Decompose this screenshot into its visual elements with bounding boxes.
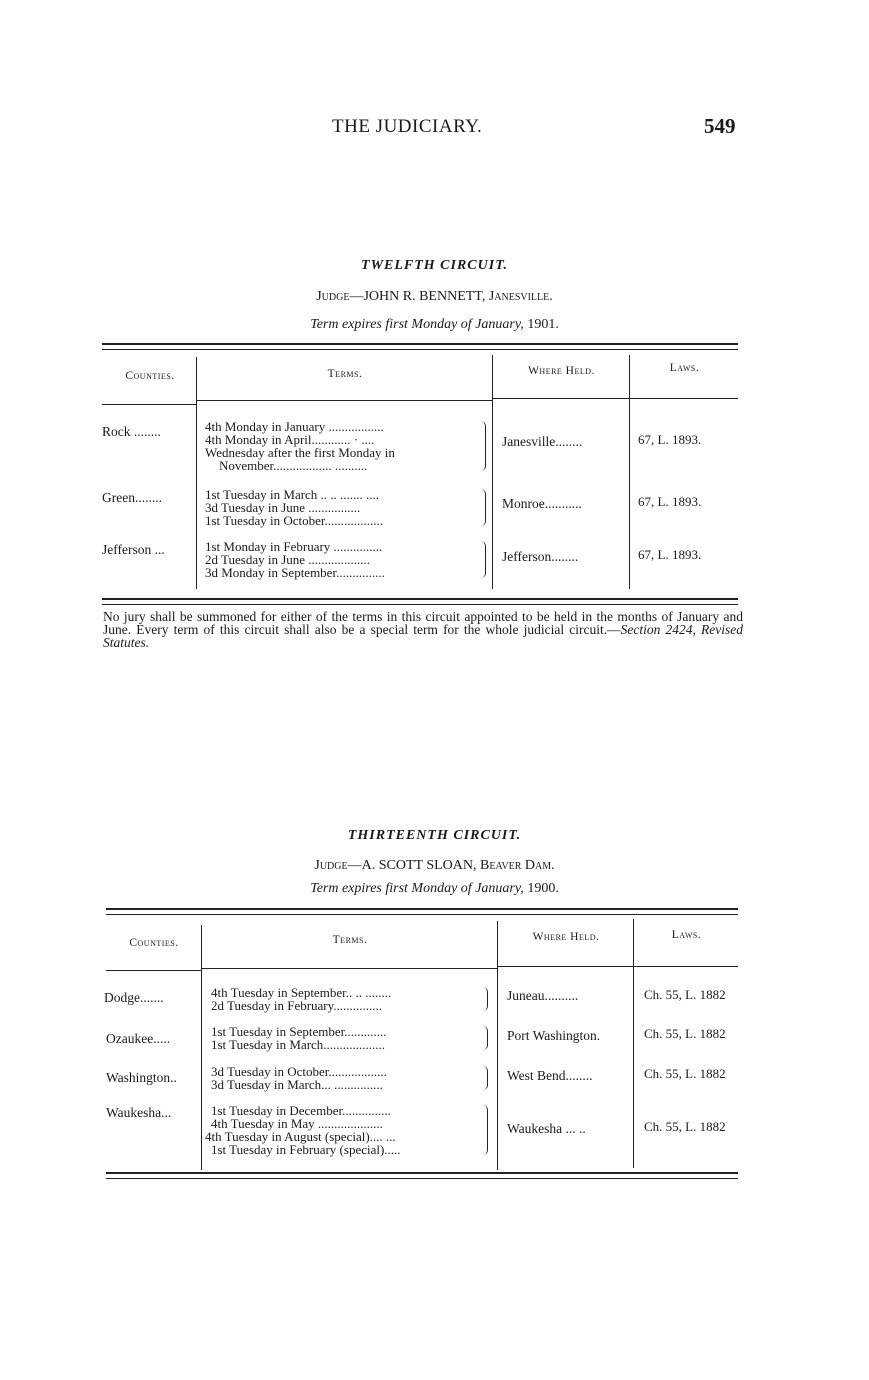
judge-prefix: Judge— (314, 858, 362, 873)
term-line: 4th Monday in January ................. (205, 419, 384, 434)
term-line: 4th Tuesday in September.. .. ........ (211, 985, 392, 1000)
column-header-counties: Counties. (129, 937, 179, 949)
header-rule (106, 970, 201, 971)
header-rule (196, 400, 492, 401)
term-line: 4th Monday in April............ · .... (205, 432, 375, 447)
column-header-terms: Terms. (332, 934, 368, 946)
brace (482, 1105, 488, 1155)
term-line: 1st Tuesday in October.................. (205, 513, 384, 528)
brace (480, 421, 486, 471)
term-line: 1st Tuesday in March .. .. ....... .... (205, 487, 380, 502)
judge-line-twelfth (0, 289, 869, 305)
column-header-where-held: Where Held. (528, 365, 595, 377)
term-line: 1st Tuesday in March................... (211, 1037, 386, 1052)
circuit-title-thirteenth: THIRTEENTH CIRCUIT. (347, 828, 522, 843)
note-citation: Section 2424, Revised Statutes. (103, 622, 744, 650)
where-held-cell: Jefferson........ (502, 549, 579, 564)
judge-line-thirteenth (0, 858, 869, 874)
term-line: 4th Tuesday in August (special).... ... (205, 1129, 396, 1144)
term-line: 4th Tuesday in May .................... (211, 1116, 383, 1131)
page-header (0, 116, 869, 146)
column-divider (196, 357, 197, 589)
county-cell: Jefferson ... (102, 542, 165, 557)
laws-cell: Ch. 55, L. 1882 (644, 987, 726, 1002)
column-header-where-held: Where Held. (532, 931, 600, 943)
laws-cell: 67, L. 1893. (638, 494, 702, 509)
where-held-cell: Port Washington. (507, 1028, 601, 1043)
judge-city: Janesville. (488, 289, 553, 304)
circuit-note (103, 610, 743, 649)
term-line: 3d Tuesday in March... ............... (211, 1077, 383, 1092)
page-number: 549 (704, 114, 736, 138)
county-cell: Washington.. (106, 1070, 177, 1085)
column-header-laws: Laws. (669, 362, 700, 374)
table-top-rule (102, 343, 738, 350)
table-bottom-rule (106, 1172, 738, 1179)
term-line: 3d Monday in September............... (205, 565, 385, 580)
brace (480, 541, 486, 578)
where-held-cell: Janesville........ (502, 434, 583, 449)
column-divider (492, 355, 493, 589)
where-held-cell: Juneau.......... (507, 988, 579, 1003)
laws-cell: Ch. 55, L. 1882 (644, 1119, 726, 1134)
column-divider (201, 925, 202, 1170)
term-expires-year: 1900. (527, 881, 559, 896)
term-line: 1st Tuesday in February (special)..... (211, 1142, 401, 1157)
brace (482, 987, 488, 1011)
where-held-cell: West Bend........ (507, 1068, 593, 1083)
column-divider (497, 921, 498, 1170)
note-text: No jury shall be summoned for either of the terms in this circuit appointed to be held in the months of January and June. Every term of this circuit shall also be a special term for the whole judicial circuit.— (103, 609, 743, 637)
where-held-cell: Monroe........... (502, 496, 582, 511)
term-expires-text: Term expires first Monday of January, (310, 317, 524, 332)
table-bottom-rule (102, 598, 738, 605)
county-cell: Waukesha... (106, 1105, 172, 1120)
column-divider (629, 355, 630, 589)
county-cell: Rock ........ (102, 424, 161, 439)
term-line: Wednesday after the first Monday in (205, 445, 395, 460)
term-line: 1st Tuesday in September............. (211, 1024, 387, 1039)
county-cell: Ozaukee..... (106, 1031, 171, 1046)
column-header-counties: Counties. (125, 370, 175, 382)
term-expires-thirteenth (0, 881, 869, 897)
header-rule (492, 398, 738, 399)
term-line: 3d Tuesday in June ................ (205, 500, 361, 515)
term-expires-year: 1901. (527, 317, 559, 332)
term-line: November.................. .......... (219, 458, 368, 473)
term-line: 1st Tuesday in December............... (211, 1103, 391, 1118)
laws-cell: 67, L. 1893. (638, 432, 702, 447)
brace (482, 1066, 488, 1090)
column-header-terms: Terms. (327, 368, 363, 380)
judge-name: JOHN R. BENNETT, (363, 289, 486, 304)
brace (482, 1026, 488, 1050)
term-line: 2d Tuesday in June ................... (205, 552, 371, 567)
header-rule (102, 404, 196, 405)
laws-cell: Ch. 55, L. 1882 (644, 1026, 726, 1041)
county-cell: Dodge....... (104, 990, 164, 1005)
header-rule (201, 968, 497, 969)
column-header-laws: Laws. (671, 929, 702, 941)
running-title: THE JUDICIARY. (332, 116, 483, 137)
circuit-title-twelfth: TWELFTH CIRCUIT. (361, 258, 508, 273)
term-line: 3d Tuesday in October.................. (211, 1064, 387, 1079)
term-line: 1st Monday in February ............... (205, 539, 383, 554)
table-top-rule (106, 908, 738, 915)
laws-cell: Ch. 55, L. 1882 (644, 1066, 726, 1081)
judge-name: A. SCOTT SLOAN, (361, 858, 477, 873)
brace (480, 489, 486, 526)
term-expires-text: Term expires first Monday of January, (310, 881, 524, 896)
term-expires-twelfth (0, 317, 869, 333)
where-held-cell: Waukesha ... .. (507, 1121, 586, 1136)
county-cell: Green........ (102, 490, 162, 505)
laws-cell: 67, L. 1893. (638, 547, 702, 562)
header-rule (497, 966, 738, 967)
term-line: 2d Tuesday in February............... (211, 998, 383, 1013)
judge-city: Beaver Dam. (480, 858, 555, 873)
judge-prefix: Judge— (316, 289, 364, 304)
column-divider (633, 919, 634, 1168)
